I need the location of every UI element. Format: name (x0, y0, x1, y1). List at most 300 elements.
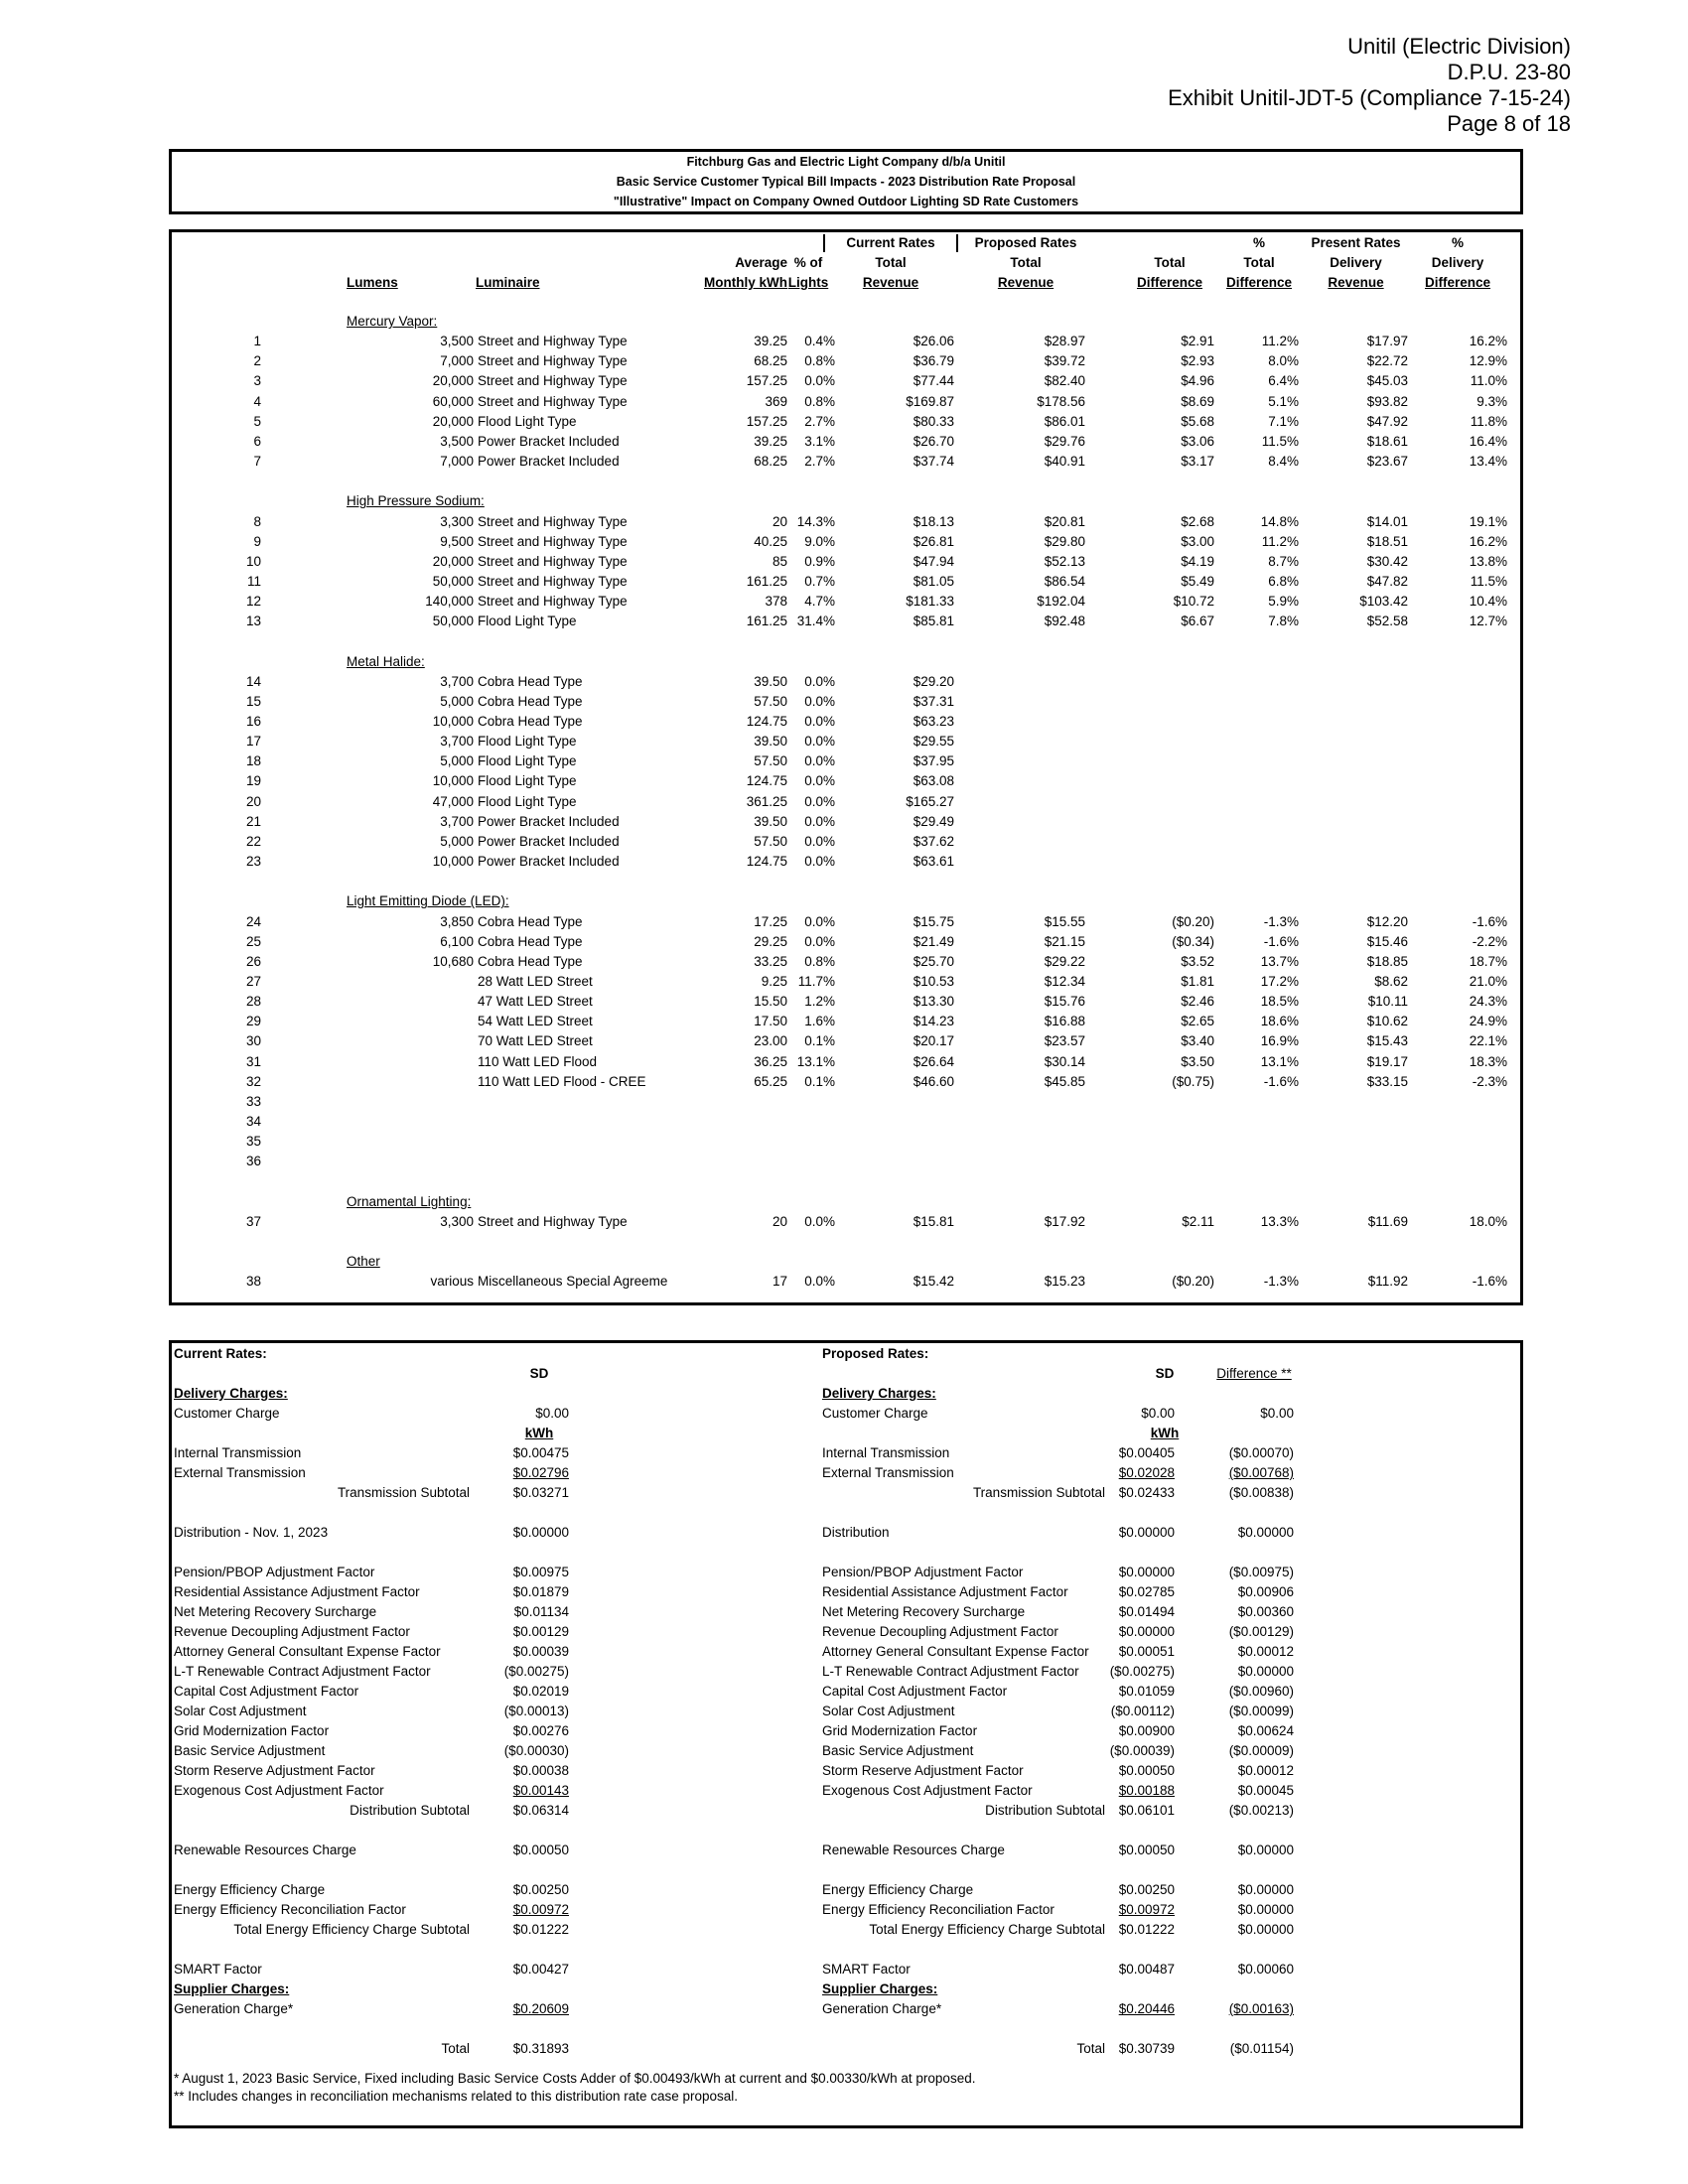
total-difference: $3.06 (1181, 433, 1214, 449)
current-rate-label: Customer Charge (174, 1406, 280, 1421)
current-rate-label: Attorney General Consultant Expense Factor (174, 1644, 441, 1659)
exhibit-header (1168, 34, 1571, 137)
luminaire: Cobra Head Type (478, 913, 583, 929)
col-total-label: Total (1010, 255, 1042, 270)
proposed-rate-label: SMART Factor (822, 1962, 911, 1977)
pct-total-difference: 7.1% (1268, 413, 1299, 429)
proposed-total-revenue: $29.22 (1044, 953, 1085, 969)
rate-difference-value: $0.00012 (1237, 1763, 1294, 1778)
current-rate-label: L-T Renewable Contract Adjustment Factor (174, 1664, 431, 1679)
proposed-total-revenue: $86.54 (1044, 573, 1085, 589)
current-total-revenue: $29.20 (913, 673, 954, 689)
proposed-kwh-header: kWh (1150, 1426, 1180, 1440)
pct-total-difference: -1.3% (1263, 913, 1299, 929)
proposed-rate-value: $0.00188 (1118, 1783, 1175, 1798)
luminaire: Power Bracket Included (478, 813, 620, 829)
col-total-difference-header: Difference (1136, 275, 1203, 290)
proposed-rate-label: Revenue Decoupling Adjustment Factor (822, 1624, 1058, 1639)
proposed-rate-value: ($0.00112) (1110, 1704, 1175, 1718)
proposed-rate-value: $0.00405 (1118, 1445, 1175, 1460)
header-page-number: Page 8 of 18 (1447, 111, 1571, 136)
line-number: 22 (245, 833, 261, 849)
proposed-total-revenue: $192.04 (1037, 594, 1085, 610)
pct-of-lights: 0.0% (804, 793, 835, 809)
line-number: 32 (245, 1073, 261, 1089)
column-divider (823, 234, 825, 252)
avg-monthly-kwh: 57.50 (754, 753, 787, 769)
rate-difference-value: $0.00000 (1237, 1664, 1294, 1679)
lumens: 3,700 (440, 813, 474, 829)
current-total-revenue: $63.23 (913, 714, 954, 729)
proposed-rate-label: Solar Cost Adjustment (822, 1704, 955, 1718)
avg-monthly-kwh: 36.25 (754, 1053, 787, 1069)
line-number: 38 (245, 1274, 261, 1290)
proposed-total-revenue: $15.23 (1044, 1274, 1085, 1290)
current-total-revenue: $37.95 (913, 753, 954, 769)
pct-of-lights: 0.1% (804, 1073, 835, 1089)
luminaire: Miscellaneous Special Agreeme (478, 1274, 668, 1290)
pct-of-lights: 0.0% (804, 673, 835, 689)
pct-of-lights: 0.0% (804, 373, 835, 389)
pct-total-difference: 5.9% (1268, 594, 1299, 610)
rate-difference-value: $0.00000 (1237, 1922, 1294, 1937)
luminaire: Street and Highway Type (478, 533, 628, 549)
col-total-label: Total (875, 255, 907, 270)
pct-delivery-difference: 24.9% (1469, 1014, 1507, 1029)
line-number: 21 (245, 813, 261, 829)
proposed-rate-value: $0.00050 (1118, 1843, 1175, 1857)
lumens: 50,000 (432, 573, 474, 589)
current-rate-value: $0.31893 (512, 2041, 569, 2056)
col-delivery-label: Delivery (1431, 255, 1484, 270)
line-number: 23 (245, 854, 261, 870)
pct-delivery-difference: 12.7% (1469, 614, 1507, 629)
current-rate-value: ($0.00030) (503, 1743, 569, 1758)
pct-total-difference: 11.5% (1261, 433, 1299, 449)
section-label: High Pressure Sodium: (347, 493, 485, 509)
proposed-rate-label: Storm Reserve Adjustment Factor (822, 1763, 1024, 1778)
current-rate-value: $0.00129 (512, 1624, 569, 1639)
lumens: 3,500 (440, 334, 474, 349)
proposed-rate-label: Customer Charge (822, 1406, 928, 1421)
proposed-rate-label: Residential Assistance Adjustment Factor (822, 1584, 1068, 1599)
pct-delivery-difference: 18.3% (1469, 1053, 1507, 1069)
present-delivery-revenue: $15.46 (1366, 933, 1408, 949)
pct-total-difference: 5.1% (1268, 393, 1299, 409)
bill-impact-table (169, 229, 1523, 1305)
pct-total-difference: 6.4% (1268, 373, 1299, 389)
rate-difference-value: $0.00000 (1237, 1843, 1294, 1857)
line-number: 37 (245, 1213, 261, 1229)
avg-monthly-kwh: 17.50 (754, 1014, 787, 1029)
current-rate-label: Net Metering Recovery Surcharge (174, 1604, 377, 1619)
pct-delivery-difference: 16.4% (1469, 433, 1507, 449)
luminaire: Cobra Head Type (478, 673, 583, 689)
rate-difference-value: $0.00045 (1237, 1783, 1294, 1798)
pct-total-difference: -1.6% (1263, 933, 1299, 949)
luminaire: Flood Light Type (478, 614, 577, 629)
rate-difference-value: ($0.00213) (1228, 1803, 1294, 1818)
total-difference: $5.49 (1181, 573, 1214, 589)
current-rate-value: ($0.00013) (503, 1704, 569, 1718)
current-total-revenue: $46.60 (913, 1073, 954, 1089)
proposed-total-revenue: $12.34 (1044, 973, 1085, 989)
title-description: "Illustrative" Impact on Company Owned Outdoor Lighting SD Rate Customers (613, 195, 1079, 208)
pct-delivery-difference: 13.8% (1469, 553, 1507, 569)
lumens: 47,000 (432, 793, 474, 809)
line-number: 31 (245, 1053, 261, 1069)
line-number: 25 (245, 933, 261, 949)
current-rate-value: ($0.00275) (503, 1664, 569, 1679)
proposed-rate-label: Basic Service Adjustment (822, 1743, 974, 1758)
rate-difference-value: $0.00906 (1237, 1584, 1294, 1599)
pct-delivery-difference: 21.0% (1469, 973, 1507, 989)
rate-difference-value: $0.00060 (1237, 1962, 1294, 1977)
current-total-revenue: $63.61 (913, 854, 954, 870)
pct-of-lights: 9.0% (804, 533, 835, 549)
avg-monthly-kwh: 157.25 (746, 413, 787, 429)
avg-monthly-kwh: 124.75 (746, 773, 787, 789)
avg-monthly-kwh: 15.50 (754, 994, 787, 1010)
pct-total-difference: 8.7% (1268, 553, 1299, 569)
proposed-rate-value: $0.02028 (1118, 1465, 1175, 1480)
luminaire: Flood Light Type (478, 734, 577, 750)
current-rate-label: External Transmission (174, 1465, 306, 1480)
col-group-current-rates: Current Rates (846, 235, 935, 250)
col-current-revenue-header: Revenue (862, 275, 919, 290)
col-pct-of-label: % of (793, 255, 823, 270)
current-rate-value: $0.00143 (512, 1783, 569, 1798)
present-delivery-revenue: $10.62 (1366, 1014, 1408, 1029)
luminaire: Street and Highway Type (478, 353, 628, 369)
lumens: 10,000 (432, 714, 474, 729)
pct-delivery-difference: 22.1% (1469, 1033, 1507, 1049)
current-total-revenue: $63.08 (913, 773, 954, 789)
col-lumens-header: Lumens (347, 275, 398, 290)
current-total-revenue: $15.75 (913, 913, 954, 929)
avg-monthly-kwh: 20 (772, 1213, 787, 1229)
present-delivery-revenue: $45.03 (1366, 373, 1408, 389)
current-total-revenue: $81.05 (913, 573, 954, 589)
proposed-total-revenue: $52.13 (1044, 553, 1085, 569)
total-difference: $10.72 (1173, 594, 1214, 610)
luminaire: 54 Watt LED Street (478, 1014, 593, 1029)
pct-of-lights: 0.0% (804, 773, 835, 789)
proposed-rate-value: $0.02433 (1118, 1485, 1175, 1500)
current-total-revenue: $21.49 (913, 933, 954, 949)
proposed-rate-value: $0.00972 (1118, 1902, 1175, 1917)
proposed-rate-label: Attorney General Consultant Expense Factor (822, 1644, 1089, 1659)
present-delivery-revenue: $11.92 (1367, 1274, 1408, 1290)
rate-difference-value: $0.00012 (1237, 1644, 1294, 1659)
rate-difference-value: $0.00000 (1237, 1902, 1294, 1917)
line-number: 14 (245, 673, 261, 689)
lumens: 50,000 (432, 614, 474, 629)
avg-monthly-kwh: 161.25 (746, 573, 787, 589)
footnote-basic-service: * August 1, 2023 Basic Service, Fixed including Basic Service Costs Adder of $0.00493/kWh at current and $0.00330/kWh at proposed. (174, 2071, 976, 2086)
current-rate-label: Energy Efficiency Charge (174, 1882, 326, 1897)
total-difference: ($0.75) (1172, 1073, 1214, 1089)
proposed-rate-label: Energy Efficiency Reconciliation Factor (822, 1902, 1055, 1917)
pct-delivery-difference: -1.6% (1472, 913, 1507, 929)
line-number: 29 (245, 1014, 261, 1029)
lumens: 3,500 (440, 433, 474, 449)
pct-total-difference: 18.6% (1260, 1014, 1299, 1029)
current-rate-label: Residential Assistance Adjustment Factor (174, 1584, 420, 1599)
luminaire: 28 Watt LED Street (478, 973, 593, 989)
lumens: 10,000 (432, 854, 474, 870)
pct-of-lights: 0.0% (804, 714, 835, 729)
pct-of-lights: 0.8% (804, 353, 835, 369)
proposed-total-revenue: $40.91 (1044, 454, 1085, 470)
rate-difference-value: ($0.01154) (1229, 2041, 1294, 2056)
footnote-reconciliation: ** Includes changes in reconciliation mechanisms related to this distribution rate case proposal. (174, 2089, 739, 2104)
line-number: 10 (245, 553, 261, 569)
line-number: 19 (245, 773, 261, 789)
current-rate-value: $0.00475 (512, 1445, 569, 1460)
avg-monthly-kwh: 65.25 (754, 1073, 787, 1089)
pct-total-difference: -1.3% (1263, 1274, 1299, 1290)
total-difference: $1.81 (1181, 973, 1214, 989)
avg-monthly-kwh: 39.25 (754, 433, 787, 449)
avg-monthly-kwh: 33.25 (754, 953, 787, 969)
section-label: Metal Halide: (347, 653, 425, 669)
luminaire: 70 Watt LED Street (478, 1033, 593, 1049)
proposed-rate-label: Pension/PBOP Adjustment Factor (822, 1565, 1024, 1579)
total-difference: $2.91 (1181, 334, 1214, 349)
proposed-total-revenue: $17.92 (1044, 1213, 1085, 1229)
current-total-revenue: $13.30 (913, 994, 954, 1010)
pct-delivery-difference: -2.3% (1472, 1073, 1507, 1089)
lumens: 6,100 (440, 933, 474, 949)
pct-total-difference: 17.2% (1260, 973, 1299, 989)
proposed-rate-label: Total (1076, 2041, 1105, 2056)
current-rate-label: Pension/PBOP Adjustment Factor (174, 1565, 375, 1579)
col-group-proposed-rates: Proposed Rates (974, 235, 1077, 250)
lumens: 5,000 (440, 833, 474, 849)
pct-delivery-difference: 16.2% (1469, 533, 1507, 549)
col-total-label: Total (1154, 255, 1186, 270)
col-delivery-label: Delivery (1330, 255, 1382, 270)
avg-monthly-kwh: 161.25 (746, 614, 787, 629)
present-delivery-revenue: $11.69 (1367, 1213, 1408, 1229)
section-label: Ornamental Lighting: (347, 1193, 472, 1209)
total-difference: ($0.20) (1172, 1274, 1214, 1290)
pct-total-difference: 6.8% (1268, 573, 1299, 589)
section-label: Mercury Vapor: (347, 314, 438, 329)
lumens: 3,700 (440, 673, 474, 689)
lumens: 10,000 (432, 773, 474, 789)
current-rate-value: $0.02796 (512, 1465, 569, 1480)
pct-of-lights: 0.0% (804, 913, 835, 929)
total-difference: $8.69 (1181, 393, 1214, 409)
avg-monthly-kwh: 39.25 (754, 334, 787, 349)
total-difference: $3.17 (1181, 454, 1214, 470)
line-number: 4 (253, 393, 261, 409)
current-rate-value: $0.01879 (512, 1584, 569, 1599)
pct-of-lights: 0.8% (804, 393, 835, 409)
proposed-rate-value: $0.02785 (1118, 1584, 1175, 1599)
line-number: 1 (253, 334, 261, 349)
current-total-revenue: $15.81 (913, 1213, 954, 1229)
proposed-rate-label: Internal Transmission (822, 1445, 950, 1460)
header-company: Unitil (Electric Division) (1347, 34, 1571, 59)
line-number: 15 (245, 693, 261, 709)
total-difference: $3.50 (1181, 1053, 1214, 1069)
total-difference: ($0.34) (1172, 933, 1214, 949)
present-delivery-revenue: $19.17 (1366, 1053, 1408, 1069)
rate-difference-value: $0.00 (1260, 1406, 1294, 1421)
line-number: 13 (245, 614, 261, 629)
pct-of-lights: 0.0% (804, 753, 835, 769)
pct-delivery-difference: 18.7% (1469, 953, 1507, 969)
lumens: 7,000 (440, 454, 474, 470)
pct-of-lights: 13.1% (796, 1053, 835, 1069)
avg-monthly-kwh: 9.25 (761, 973, 787, 989)
pct-delivery-difference: 13.4% (1469, 454, 1507, 470)
pct-of-lights: 4.7% (804, 594, 835, 610)
total-difference: $2.65 (1181, 1014, 1214, 1029)
header-docket: D.P.U. 23-80 (1447, 60, 1571, 84)
current-total-revenue: $77.44 (913, 373, 954, 389)
pct-total-difference: 13.3% (1260, 1213, 1299, 1229)
luminaire: 47 Watt LED Street (478, 994, 593, 1010)
line-number: 11 (246, 573, 261, 589)
current-rate-label: Capital Cost Adjustment Factor (174, 1684, 359, 1699)
avg-monthly-kwh: 39.50 (754, 734, 787, 750)
current-rate-label: Transmission Subtotal (337, 1485, 470, 1500)
current-rate-label: Renewable Resources Charge (174, 1843, 356, 1857)
current-rate-value: $0.00276 (512, 1723, 569, 1738)
present-delivery-revenue: $22.72 (1366, 353, 1408, 369)
proposed-rate-label: External Transmission (822, 1465, 954, 1480)
current-rate-label: Basic Service Adjustment (174, 1743, 326, 1758)
current-rate-value: $0.06314 (512, 1803, 569, 1818)
present-delivery-revenue: $23.67 (1366, 454, 1408, 470)
avg-monthly-kwh: 39.50 (754, 813, 787, 829)
present-delivery-revenue: $18.51 (1366, 533, 1408, 549)
pct-of-lights: 0.0% (804, 1213, 835, 1229)
proposed-rate-label: Transmission Subtotal (972, 1485, 1105, 1500)
proposed-total-revenue: $15.76 (1044, 994, 1085, 1010)
proposed-rates-title: Proposed Rates: (822, 1346, 929, 1361)
proposed-rate-label: Generation Charge* (822, 2001, 942, 2016)
current-rate-value: $0.00 (535, 1406, 569, 1421)
proposed-total-revenue: $86.01 (1044, 413, 1085, 429)
luminaire: Flood Light Type (478, 753, 577, 769)
avg-monthly-kwh: 369 (765, 393, 787, 409)
current-total-revenue: $18.13 (913, 513, 954, 529)
col-average-label: Average (735, 255, 787, 270)
current-rate-label: Internal Transmission (174, 1445, 302, 1460)
rate-difference-value: ($0.00099) (1228, 1704, 1294, 1718)
current-rate-value: $0.00039 (512, 1644, 569, 1659)
lumens: 5,000 (440, 753, 474, 769)
present-delivery-revenue: $52.58 (1366, 614, 1408, 629)
current-rate-label: Storm Reserve Adjustment Factor (174, 1763, 375, 1778)
current-total-revenue: $47.94 (913, 553, 954, 569)
current-total-revenue: $25.70 (913, 953, 954, 969)
line-number: 2 (253, 353, 261, 369)
proposed-total-revenue: $29.80 (1044, 533, 1085, 549)
line-number: 17 (245, 734, 261, 750)
rate-components-box (169, 1340, 1523, 2128)
col-luminaire-header: Luminaire (476, 275, 540, 290)
current-rate-value: $0.00000 (512, 1525, 569, 1540)
proposed-total-revenue: $29.76 (1044, 433, 1085, 449)
line-number: 30 (245, 1033, 261, 1049)
proposed-rate-value: $0.01494 (1118, 1604, 1175, 1619)
proposed-rate-label: Grid Modernization Factor (822, 1723, 978, 1738)
luminaire: Power Bracket Included (478, 833, 620, 849)
proposed-rate-label: Capital Cost Adjustment Factor (822, 1684, 1008, 1699)
line-number: 16 (245, 714, 261, 729)
proposed-rate-value: $0.01222 (1118, 1922, 1175, 1937)
avg-monthly-kwh: 57.50 (754, 693, 787, 709)
total-difference: $3.52 (1181, 953, 1214, 969)
avg-monthly-kwh: 378 (765, 594, 787, 610)
title-subtitle: Basic Service Customer Typical Bill Impacts - 2023 Distribution Rate Proposal (616, 175, 1076, 189)
current-total-revenue: $169.87 (906, 393, 954, 409)
lumens: 60,000 (432, 393, 474, 409)
rate-difference-value: ($0.00768) (1228, 1465, 1294, 1480)
pct-delivery-difference: 16.2% (1469, 334, 1507, 349)
total-difference: $6.67 (1181, 614, 1214, 629)
proposed-total-revenue: $178.56 (1037, 393, 1085, 409)
lumens: 9,500 (440, 533, 474, 549)
line-number: 24 (245, 913, 261, 929)
line-number: 27 (245, 973, 261, 989)
avg-monthly-kwh: 157.25 (746, 373, 787, 389)
pct-delivery-difference: 19.1% (1469, 513, 1507, 529)
luminaire: Street and Highway Type (478, 334, 628, 349)
proposed-rate-label: Exogenous Cost Adjustment Factor (822, 1783, 1033, 1798)
proposed-total-revenue: $39.72 (1044, 353, 1085, 369)
pct-delivery-difference: 24.3% (1469, 994, 1507, 1010)
current-rate-value: $0.02019 (512, 1684, 569, 1699)
column-divider (956, 234, 958, 252)
pct-total-difference: 13.1% (1260, 1053, 1299, 1069)
current-total-revenue: $15.42 (913, 1274, 954, 1290)
pct-of-lights: 0.0% (804, 854, 835, 870)
luminaire: Cobra Head Type (478, 693, 583, 709)
luminaire: Flood Light Type (478, 793, 577, 809)
luminaire: Cobra Head Type (478, 933, 583, 949)
luminaire: Power Bracket Included (478, 433, 620, 449)
pct-delivery-difference: 9.3% (1477, 393, 1507, 409)
proposed-rate-value: ($0.00275) (1109, 1664, 1175, 1679)
luminaire: 110 Watt LED Flood (478, 1053, 598, 1069)
col-delivery-revenue-header: Revenue (1328, 275, 1384, 290)
line-number: 20 (245, 793, 261, 809)
present-delivery-revenue: $15.43 (1366, 1033, 1408, 1049)
col-pct-label: % (1252, 235, 1265, 250)
proposed-rate-value: $0.00900 (1118, 1723, 1175, 1738)
rate-difference-value: ($0.00975) (1228, 1565, 1294, 1579)
present-delivery-revenue: $10.11 (1367, 994, 1408, 1010)
current-total-revenue: $20.17 (913, 1033, 954, 1049)
pct-of-lights: 0.9% (804, 553, 835, 569)
proposed-rate-label: Distribution Subtotal (985, 1803, 1105, 1818)
luminaire: Street and Highway Type (478, 1213, 628, 1229)
present-delivery-revenue: $18.61 (1366, 433, 1408, 449)
proposed-total-revenue: $15.55 (1044, 913, 1085, 929)
pct-delivery-difference: 10.4% (1469, 594, 1507, 610)
avg-monthly-kwh: 29.25 (754, 933, 787, 949)
proposed-rate-value: $0.00051 (1118, 1644, 1175, 1659)
col-pct-total-difference-header: Difference (1225, 275, 1293, 290)
current-rate-label: Revenue Decoupling Adjustment Factor (174, 1624, 410, 1639)
